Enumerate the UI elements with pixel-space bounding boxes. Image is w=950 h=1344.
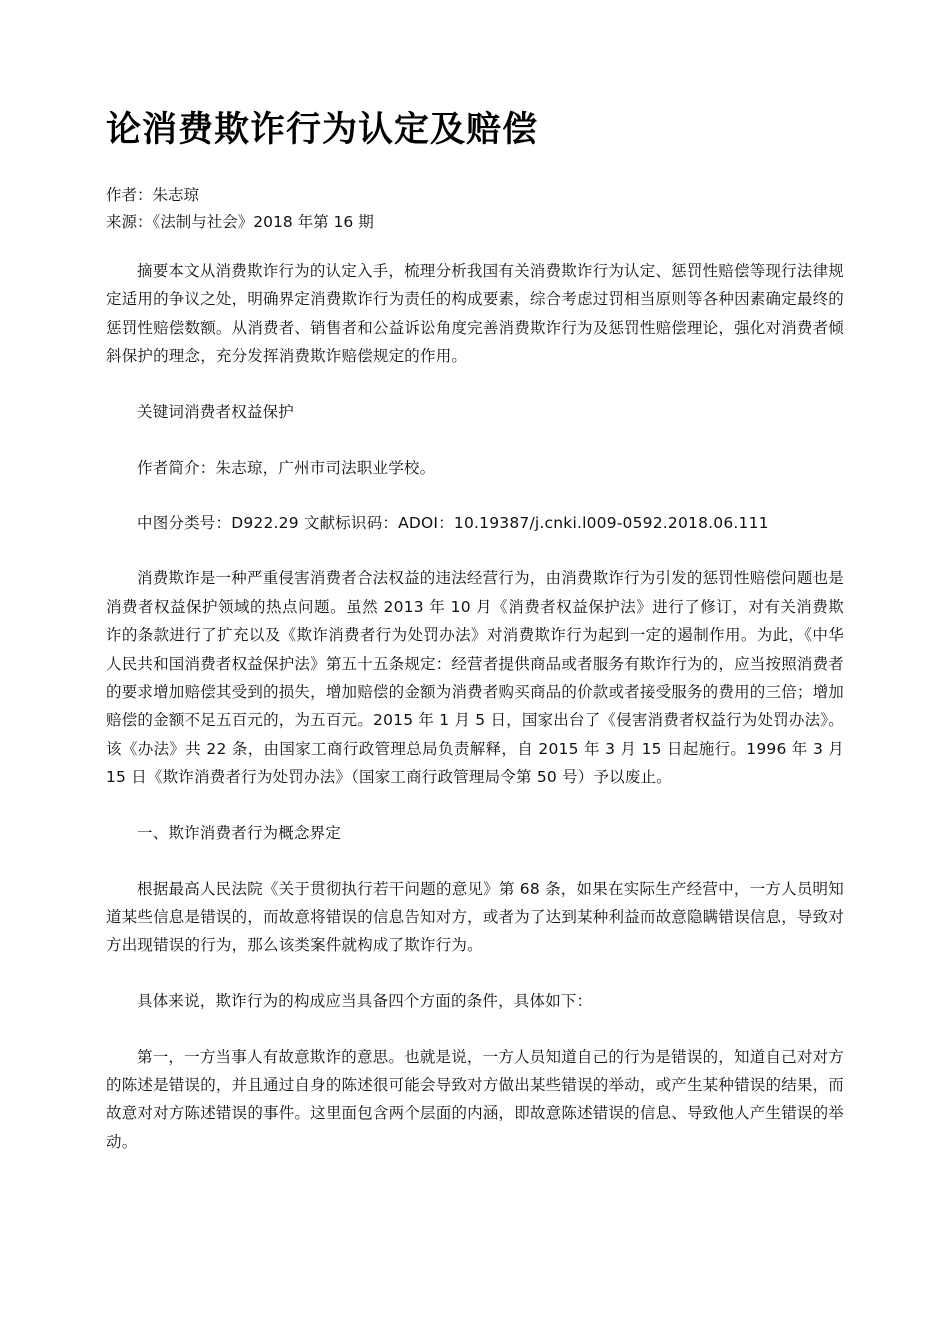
author-intro-line: 作者简介：朱志琼，广州市司法职业学校。 <box>137 458 436 477</box>
classification-line: 中图分类号：D922.29 文献标识码：ADOI：10.19387/j.cnki.l009-0592.2018.06.111 <box>137 513 769 532</box>
section-paragraph: 具体来说，欺诈行为的构成应当具备四个方面的条件，具体如下： <box>137 992 593 1011</box>
abstract-paragraph: 摘要本文从消费欺诈行为的认定入手，梳理分析我国有关消费欺诈行为认定、惩罚性赔偿等现行法律规定适用的争议之处，明确界定消费欺诈行为责任的构成要素，综合考虑过罚相当原则等各种因素确定最终的惩罚性赔偿数额。从消费者、销售者和公益诉讼角度完善消费欺诈行为及惩罚性赔偿理论，强化对消费者倾斜保护的理念，充分发挥消费欺诈赔偿规定的作用。 <box>106 262 844 366</box>
source-line: 来源：《法制与社会》2018 年第 16 期 <box>106 213 374 231</box>
article-meta <box>106 182 844 236</box>
intro-paragraph: 消费欺诈是一种严重侵害消费者合法权益的违法经营行为，由消费欺诈行为引发的惩罚性赔偿问题也是消费者权益保护领域的热点问题。虽然 2013 年 10 月《消费者权益保护法》进行了修订，对有关消费欺诈的条款进行了扩充以及《欺诈消费者行为处罚办法》对消费欺诈行为起到一定的遏制作用。为此，《中华人民共和国消费者权益保护法》第五十五条规定：经营者提供商品或者服务有欺诈行为的，应当按照消费者的要求增加赔偿其受到的损失，增加赔偿的金额为消费者购买商品的价款或者接受服务的费用的三倍；增加赔偿的金额不足五百元的，为五百元。2015 年 1 月 5 日，国家出台了《侵害消费者权益行为处罚办法》。该《办法》共 22 条，由国家工商行政管理总局负责解释，自 2015 年 3 月 15 日起施行。1996 年 3 月 15 日《欺诈消费者行为处罚办法》（国家工商行政管理局令第 50 号）予以废止。 <box>106 569 844 787</box>
section-heading: 一、欺诈消费者行为概念界定 <box>137 824 342 843</box>
author-line: 作者：朱志琼 <box>106 186 200 204</box>
keywords-line: 关键词消费者权益保护 <box>137 403 295 422</box>
article-page <box>106 105 844 1184</box>
article-title: 论消费欺诈行为认定及赔偿 <box>106 110 539 150</box>
section-paragraph: 第一，一方当事人有故意欺诈的意思。也就是说，一方人员知道自己的行为是错误的，知道自己对对方的陈述是错误的，并且通过自身的陈述很可能会导致对方做出某些错误的举动，或产生某种错误的结果，而故意对对方陈述错误的事件。这里面包含两个层面的内涵，即故意陈述错误的信息、导致他人产生错误的举动。 <box>106 1047 844 1151</box>
section-paragraph: 根据最高人民法院《关于贯彻执行若干问题的意见》第 68 条，如果在实际生产经营中，一方人员明知道某些信息是错误的，而故意将错误的信息告知对方，或者为了达到某种利益而故意隐瞒错误信息，导致对方出现错误的行为，那么该类案件就构成了欺诈行为。 <box>106 879 844 955</box>
